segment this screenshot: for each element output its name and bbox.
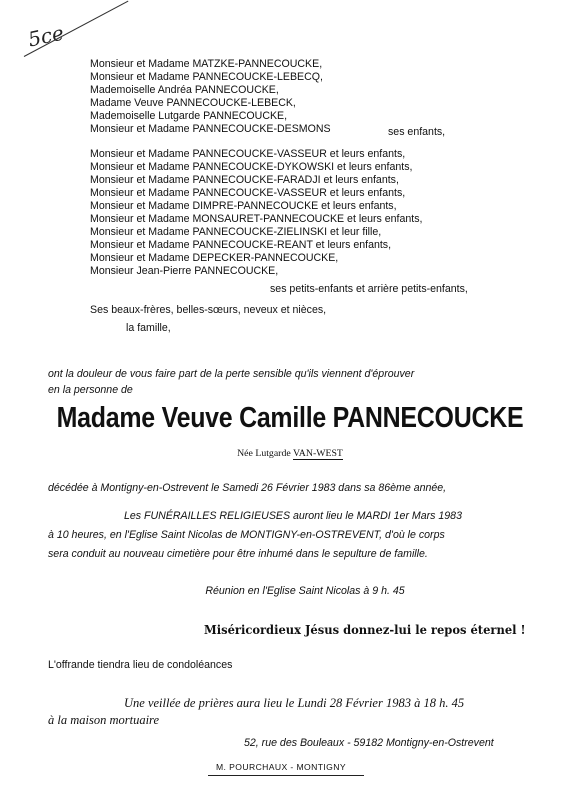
announcement-line-1: ont la douleur de vous faire part de la perte sensible qu'ils viennent d'éprouver bbox=[48, 368, 415, 380]
family-member-line: Monsieur et Madame PANNECOUCKE-VASSEUR et leurs enfants, bbox=[90, 147, 406, 160]
in-laws-line: Ses beaux-frères, belles-sœurs, neveux et nièces, bbox=[90, 304, 327, 316]
family-member-line: Monsieur et Madame DEPECKER-PANNECOUCKE, bbox=[90, 252, 339, 265]
vigil-line-2: à la maison mortuaire bbox=[48, 713, 159, 727]
funeral-line-1: Les FUNÉRAILLES RELIGIEUSES auront lieu le MARDI 1er Mars 1983 bbox=[124, 510, 462, 522]
note-children: ses enfants, bbox=[388, 126, 446, 138]
family-member-line: Monsieur et Madame PANNECOUCKE-VASSEUR et leurs enfants, bbox=[90, 186, 406, 199]
address-line: 52, rue des Bouleaux - 59182 Montigny-en-Ostrevent bbox=[244, 737, 494, 749]
death-line: décédée à Montigny-en-Ostrevent le Samedi 26 Février 1983 dans sa 86ème année, bbox=[48, 482, 447, 494]
family-member-line: Monsieur et Madame PANNECOUCKE-LEBECQ, bbox=[90, 71, 323, 84]
family-member-line: Madame Veuve PANNECOUCKE-LEBECK, bbox=[90, 97, 296, 110]
family-member-line: Monsieur et Madame MATZKE-PANNECOUCKE, bbox=[90, 58, 323, 70]
nee-prefix: Née Lutgarde bbox=[237, 448, 291, 459]
announcement-line-2: en la personne de bbox=[48, 384, 133, 396]
family-member-line: Monsieur et Madame PANNECOUCKE-FARADJI et leurs enfants, bbox=[90, 173, 399, 186]
funeral-line-2: à 10 heures, en l'Eglise Saint Nicolas de MONTIGNY-en-OSTREVENT, d'où le corps bbox=[48, 529, 445, 541]
maiden-name: VAN-WEST bbox=[292, 448, 343, 459]
family-list bbox=[90, 58, 422, 279]
family-member-line: Monsieur et Madame PANNECOUCKE-ZIELINSKI et leur fille, bbox=[90, 226, 382, 239]
family-member-line: Mademoiselle Lutgarde PANNECOUCKE, bbox=[90, 110, 288, 123]
family-member-line: Monsieur et Madame PANNECOUCKE-DESMONS bbox=[90, 123, 331, 136]
printer-underline bbox=[208, 775, 364, 776]
vigil-line-1: Une veillée de prières aura lieu le Lundi 28 Février 1983 à 18 h. 45 bbox=[124, 696, 465, 710]
family-member-line: Mademoiselle Andréa PANNECOUCKE, bbox=[90, 84, 279, 97]
family-line: la famille, bbox=[126, 322, 171, 334]
prayer-line: Miséricordieux Jésus donnez-lui le repos éternel ! bbox=[204, 622, 526, 637]
family-member-line: Monsieur et Madame DIMPRE-PANNECOUCKE et leurs enfants, bbox=[90, 199, 397, 212]
family-member-line: Monsieur Jean-Pierre PANNECOUCKE, bbox=[90, 265, 279, 278]
funeral-line-3: sera conduit au nouveau cimetière pour être inhumé dans le sepulture de famille. bbox=[48, 548, 428, 560]
offering-line: L'offrande tiendra lieu de condoléances bbox=[48, 659, 233, 671]
family-member-line: Monsieur et Madame MONSAURET-PANNECOUCKE et leurs enfants, bbox=[90, 213, 423, 226]
maiden-name-line bbox=[0, 448, 580, 459]
note-grandchildren: ses petits-enfants et arrière petits-enfants, bbox=[270, 283, 468, 295]
family-group-grandchildren bbox=[90, 148, 422, 279]
family-member-line: Monsieur et Madame PANNECOUCKE-REANT et leurs enfants, bbox=[90, 239, 392, 252]
meeting-line: Réunion en l'Eglise Saint Nicolas à 9 h. 45 bbox=[205, 585, 405, 597]
family-group-children bbox=[90, 58, 422, 137]
handwritten-mark: 5ce bbox=[25, 20, 66, 52]
printer-credit: M. POURCHAUX - MONTIGNY bbox=[216, 762, 346, 772]
deceased-name: Madame Veuve Camille PANNECOUCKE bbox=[56, 402, 524, 434]
family-member-line: Monsieur et Madame PANNECOUCKE-DYKOWSKI et leurs enfants, bbox=[90, 160, 413, 173]
